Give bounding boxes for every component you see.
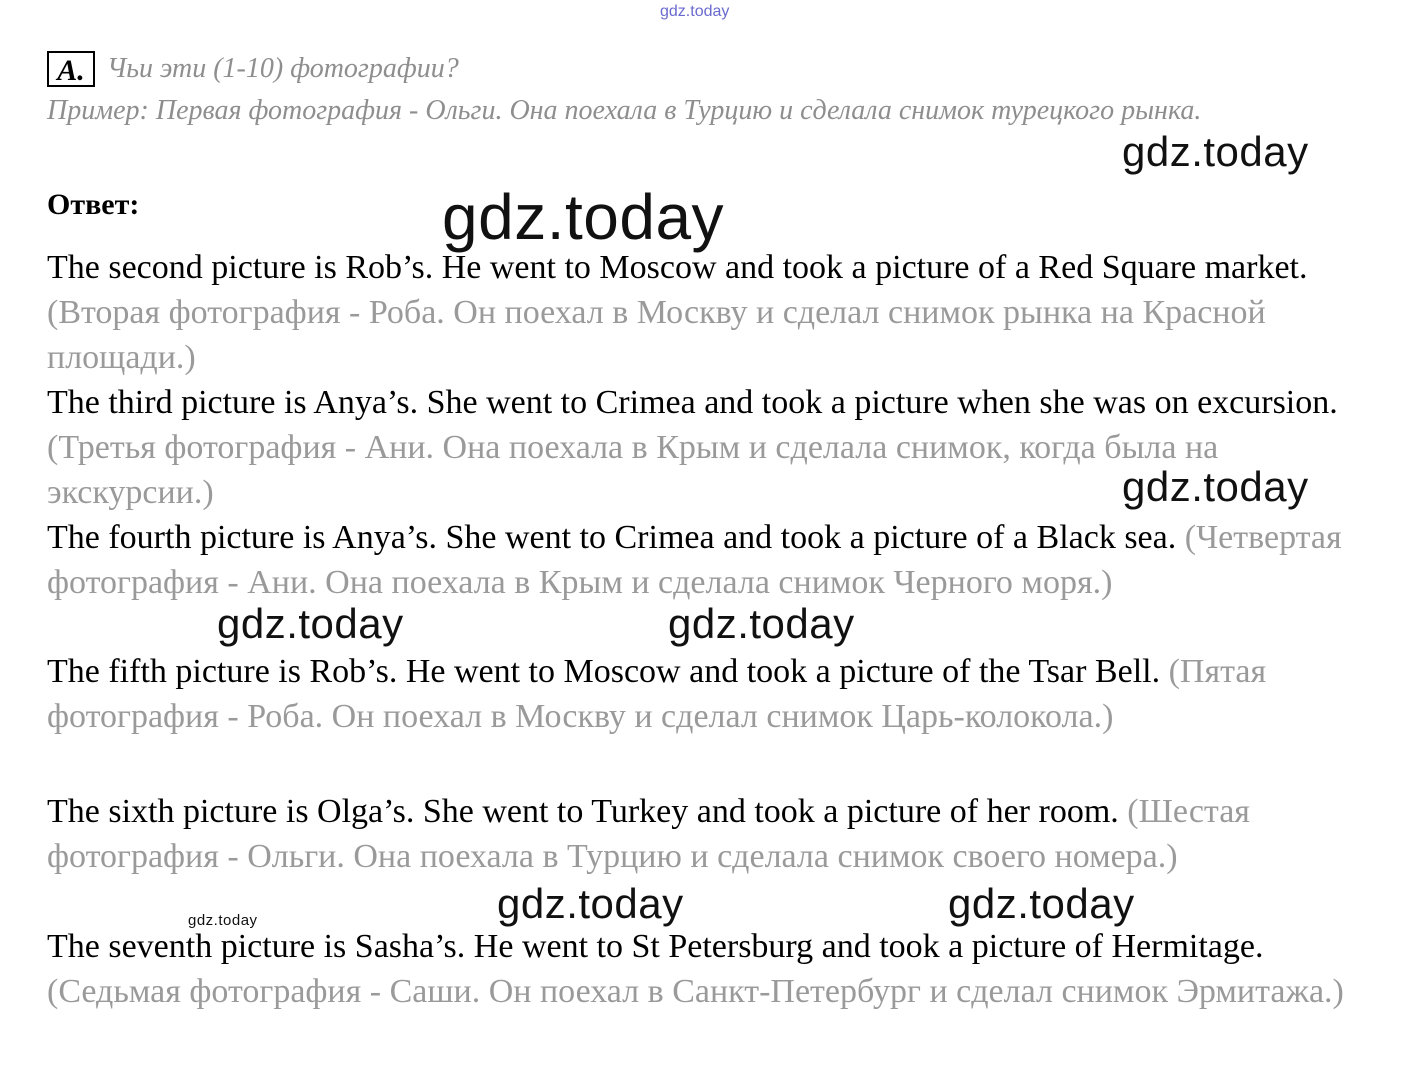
answer-russian-5: (Шестая фотография - Ольги. Она поехала в Турцию и сделала снимок своего номера.): [47, 793, 1250, 875]
watermark: gdz.today: [1122, 128, 1309, 175]
task-question: Чьи эти (1-10) фотографии?: [107, 53, 459, 84]
watermark: gdz.today: [188, 912, 258, 929]
watermark: gdz.today: [497, 880, 684, 927]
watermark: gdz.today: [217, 600, 404, 647]
answer-english-3: The fourth picture is Anya’s. She went to Crimea and took a picture of a Black sea.: [47, 519, 1177, 556]
answer-english-2: The third picture is Anya’s. She went to Crimea and took a picture when she was on excursion.: [47, 384, 1338, 421]
answer-paragraph-5: [47, 789, 1357, 879]
answer-russian-6: (Седьмая фотография - Саши. Он поехал в Санкт-Петербург и сделал снимок Эрмитажа.): [47, 973, 1344, 1010]
answer-paragraph-1: [47, 245, 1357, 380]
answer-russian-2: (Третья фотография - Ани. Она поехала в Крым и сделала снимок, когда была на экскурсии.): [47, 429, 1219, 511]
answer-label: Ответ:: [47, 188, 140, 221]
task-header: [47, 50, 459, 88]
task-example: Пример: Первая фотография - Ольги. Она поехала в Турцию и сделала снимок турецкого рынка.: [47, 95, 1202, 126]
answer-english-4: The fifth picture is Rob’s. He went to Moscow and took a picture of the Tsar Bell.: [47, 653, 1161, 690]
answer-paragraph-3: [47, 515, 1357, 605]
answer-russian-3: (Четвертая фотография - Ани. Она поехала в Крым и сделала снимок Черного моря.): [47, 519, 1342, 601]
answer-russian-1: (Вторая фотография - Роба. Он поехал в Москву и сделал снимок рынка на Красной площади.): [47, 294, 1266, 376]
watermark: gdz.today: [948, 880, 1135, 927]
answer-russian-4: (Пятая фотография - Роба. Он поехал в Москву и сделал снимок Царь-колокола.): [47, 653, 1267, 735]
answer-english-1: The second picture is Rob’s. He went to Moscow and took a picture of a Red Square market.: [47, 249, 1308, 286]
watermark: gdz.today: [1122, 463, 1309, 510]
answer-english-5: The sixth picture is Olga’s. She went to Turkey and took a picture of her room.: [47, 793, 1119, 830]
watermark: gdz.today: [442, 181, 725, 253]
watermark-top: gdz.today: [660, 3, 730, 20]
watermark: gdz.today: [668, 600, 855, 647]
task-letter-box: A.: [47, 51, 95, 87]
answer-english-6: The seventh picture is Sasha’s. He went to St Petersburg and took a picture of Hermitage.: [47, 928, 1264, 965]
answer-paragraph-6: [47, 924, 1357, 1014]
answer-paragraph-4: [47, 649, 1357, 739]
